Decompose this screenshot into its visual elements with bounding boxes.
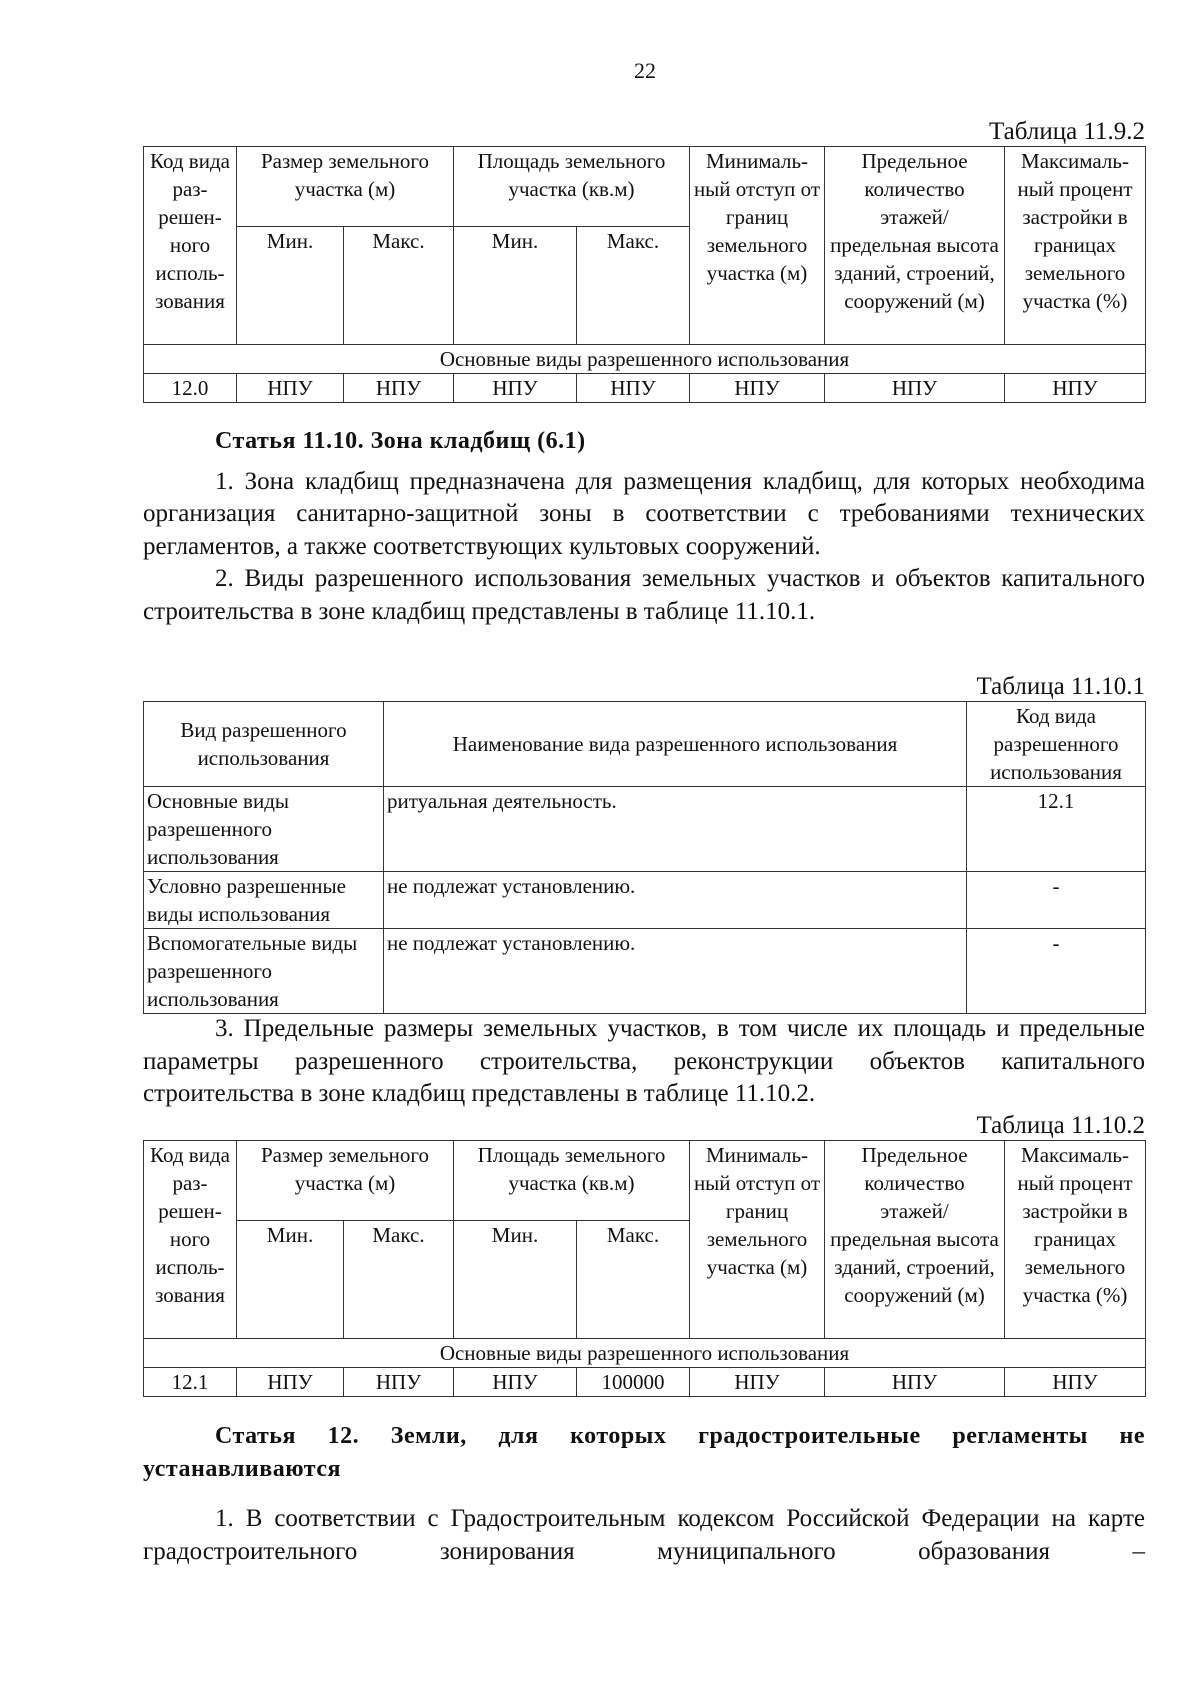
cell: НПУ <box>344 1368 454 1397</box>
cell: НПУ <box>690 374 825 403</box>
article-12 <box>143 1420 1145 1568</box>
section-row: Основные виды разрешенного использования <box>144 345 1146 374</box>
row-use-name: ритуальная деятельность. <box>384 787 967 872</box>
article-11-10 <box>143 425 1145 628</box>
header-min: Мин. <box>237 227 344 345</box>
permitted-use-table <box>143 701 1146 1014</box>
header-min: Мин. <box>454 227 577 345</box>
row-use-name: не подлежат установлению. <box>384 929 967 1014</box>
cell: НПУ <box>344 374 454 403</box>
header-size: Размер земельного участка (м) <box>237 1141 454 1221</box>
cell: НПУ <box>1005 1368 1146 1397</box>
row-use-type: Основные виды разрешенного использования <box>144 787 384 872</box>
table-11-10-2-block <box>143 1112 1145 1397</box>
cell-code: 12.1 <box>144 1368 237 1397</box>
header-setback: Минималь-ный отступ от границ земельного участка (м) <box>690 1141 825 1339</box>
row-use-type: Условно разрешенные виды использования <box>144 872 384 929</box>
paragraph: 1. Зона кладбищ предназначена для размещения кладбищ, для которых необходима организация санитарно-защитной зоны в соответствии с требованиями технических регламентов, а также соответствующих культовых сооружений. <box>143 467 1145 560</box>
header-floors: Предельное количество этажей/ предельная высота зданий, строений, сооружений (м) <box>825 1141 1005 1339</box>
cell: НПУ <box>577 374 690 403</box>
header-code: Код вида раз-решен-ного исполь-зования <box>144 147 237 345</box>
header-max: Макс. <box>344 1221 454 1339</box>
table-caption: Таблица 11.10.2 <box>976 1112 1145 1139</box>
limits-table-11-9-2 <box>143 146 1146 403</box>
header-coverage: Максималь-ный процент застройки в границах земельного участка (%) <box>1005 1141 1146 1339</box>
cell: НПУ <box>825 1368 1005 1397</box>
cell: НПУ <box>454 1368 577 1397</box>
header-code: Код вида раз-решен-ного исполь-зования <box>144 1141 237 1339</box>
header-coverage: Максималь-ный процент застройки в границах земельного участка (%) <box>1005 147 1146 345</box>
header-max: Макс. <box>577 227 690 345</box>
paragraph-3-block <box>143 1013 1145 1111</box>
row-use-name: не подлежат установлению. <box>384 872 967 929</box>
header-min: Мин. <box>454 1221 577 1339</box>
row-use-code: 12.1 <box>967 787 1146 872</box>
header-max: Макс. <box>577 1221 690 1339</box>
paragraph: 3. Предельные размеры земельных участков, в том числе их площадь и предельные параметры разрешенного строительства, реконструкции объектов капитального строительства в зоне кладбищ представлены в таблице 11.10.2. <box>143 1015 1145 1107</box>
article-heading: Статья 11.10. Зона кладбищ (6.1) <box>215 428 586 454</box>
table-caption: Таблица 11.10.1 <box>976 673 1145 700</box>
row-use-type: Вспомогательные виды разрешенного использования <box>144 929 384 1014</box>
row-use-code: - <box>967 929 1146 1014</box>
cell: 100000 <box>577 1368 690 1397</box>
section-row: Основные виды разрешенного использования <box>144 1339 1146 1368</box>
cell: НПУ <box>237 374 344 403</box>
cell-code: 12.0 <box>144 374 237 403</box>
header-min: Мин. <box>237 1221 344 1339</box>
cell: НПУ <box>690 1368 825 1397</box>
table-11-10-1-block <box>143 673 1145 1014</box>
cell: НПУ <box>1005 374 1146 403</box>
table-caption: Таблица 11.9.2 <box>989 118 1145 145</box>
paragraph: 2. Виды разрешенного использования земельных участков и объектов капитального строительства в зоне кладбищ представлены в таблице 11.10.1. <box>143 565 1145 625</box>
cell: НПУ <box>825 374 1005 403</box>
header-max: Макс. <box>344 227 454 345</box>
paragraph: 1. В соответствии с Градостроительным кодексом Российской Федерации на карте градостроительного зонирования муниципального образования – <box>143 1505 1145 1565</box>
header-floors: Предельное количество этажей/ предельная высота зданий, строений, сооружений (м) <box>825 147 1005 345</box>
header-setback: Минималь-ный отступ от границ земельного участка (м) <box>690 147 825 345</box>
header-area: Площадь земельного участка (кв.м) <box>454 147 690 227</box>
cell: НПУ <box>454 374 577 403</box>
header-area: Площадь земельного участка (кв.м) <box>454 1141 690 1221</box>
page-number: 22 <box>634 58 656 83</box>
table-11-9-2-block <box>143 118 1145 403</box>
header-use-code: Код вида разрешенного использования <box>967 702 1146 787</box>
limits-table-11-10-2 <box>143 1140 1146 1397</box>
row-use-code: - <box>967 872 1146 929</box>
article-heading: Статья 12. Земли, для которых градостроительные регламенты не устанавливаются <box>143 1423 1145 1482</box>
header-use-name: Наименование вида разрешенного использования <box>384 702 967 787</box>
header-size: Размер земельного участка (м) <box>237 147 454 227</box>
cell: НПУ <box>237 1368 344 1397</box>
header-use-type: Вид разрешенного использования <box>144 702 384 787</box>
